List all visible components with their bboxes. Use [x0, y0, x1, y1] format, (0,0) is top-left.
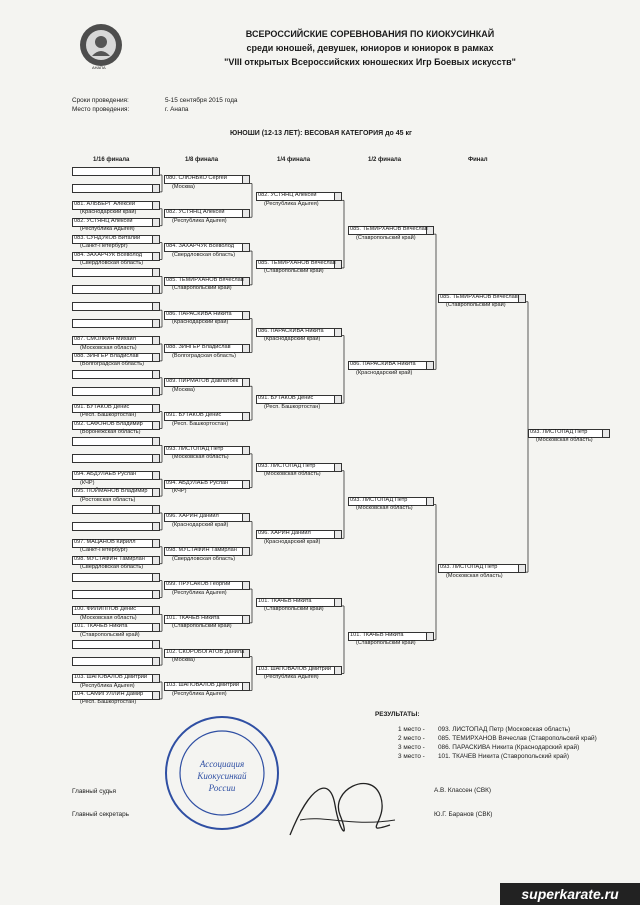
fighter-region: (Ставропольский край): [356, 640, 416, 647]
results-title: РЕЗУЛЬТАТЫ:: [375, 711, 420, 718]
score-cell: [242, 344, 250, 353]
score-cell: [152, 674, 160, 683]
fighter-region: (Республика Адыгея): [80, 226, 135, 233]
score-cell: [242, 311, 250, 320]
score-cell: [152, 235, 160, 244]
fighter-name: 082. УСТЯНЦ Алексей: [166, 209, 225, 216]
fighter-name: 098. МУСТАФИН Тамирлан: [74, 555, 145, 562]
score-cell: [518, 294, 526, 303]
score-cell: [152, 606, 160, 615]
fighter-region: (Респ. Башкортостан): [172, 420, 229, 427]
fighter-name: 103. ШАПОВАЛОВ Дмитрий: [74, 674, 147, 680]
fighter-region: (Краснодарский край): [264, 336, 321, 343]
round-title-r2: 1/2 финала: [368, 157, 402, 163]
score-cell: [152, 319, 160, 328]
fighter-region: (Московская область): [536, 437, 593, 444]
score-cell: [152, 539, 160, 548]
score-cell: [242, 615, 250, 624]
score-cell: [242, 175, 250, 184]
fighter-region: (Ставропольский край): [264, 268, 324, 275]
fighter-name: 093. ЛИСТОПАД Петр: [166, 445, 224, 452]
score-cell: [334, 598, 342, 607]
fighter-region: (Воронежская область): [80, 429, 141, 435]
bracket-slot: [72, 184, 154, 193]
score-cell: [152, 336, 160, 345]
signature: [280, 765, 400, 845]
fighter-region: (Москва): [172, 386, 195, 393]
svg-text:России: России: [208, 783, 236, 793]
fighter-region: (Республика Адыгея): [172, 690, 227, 697]
fighter-region: (Краснодарский край): [356, 369, 413, 376]
fighter-region: (Краснодарский край): [172, 319, 229, 326]
fighter-region: (Респ. Башкортостан): [264, 403, 321, 410]
title-line-3: "VIII открытых Всероссийских юношеских Игр Боевых искусств": [224, 57, 516, 67]
fighter-region: (Ростовская область): [80, 496, 136, 503]
score-cell: [152, 505, 160, 514]
score-cell: [152, 404, 160, 413]
score-cell: [152, 184, 160, 193]
fighter-region: (Республика Адыгея): [264, 200, 319, 207]
score-cell: [152, 623, 160, 632]
score-cell: [152, 285, 160, 294]
fighter-region: (Волгоградская область): [172, 352, 237, 359]
signature-icon: [280, 765, 400, 845]
score-cell: [152, 353, 160, 362]
fighter-name: 092. САФОНОВ Владимир: [74, 420, 143, 427]
score-cell: [152, 268, 160, 277]
fighter-name: 096. ХАРИН Даниил: [258, 530, 311, 537]
fighter-region: (Свердловская область): [172, 251, 236, 258]
score-cell: [242, 446, 250, 455]
score-cell: [242, 209, 250, 218]
fighter-name: 103. ШАПОВАЛОВ Дмитрий: [166, 682, 239, 689]
bracket-slot: [72, 640, 154, 649]
score-cell: [334, 463, 342, 472]
fighter-name: 081. АЛЬБЕРГ Алексей: [74, 200, 136, 207]
fighter-name: 091. БУТАКОВ Денис: [258, 395, 314, 402]
round-title-final: Финал: [468, 157, 488, 163]
fighter-name: 100. ФИЛИППОВ Денис: [74, 606, 136, 613]
judge-name: А.В. Классен (СВК): [434, 787, 491, 794]
fighter-region: (Московская область): [172, 454, 229, 461]
fighter-name: 083. СУНДУКОВ Виталий: [74, 234, 141, 241]
fighter-name: 085. ТЕМИРХАНОВ Вячеслав: [166, 276, 244, 283]
fighter-region: (Москва): [172, 183, 195, 190]
round-title-r8: 1/8 финала: [185, 157, 219, 163]
score-cell: [152, 691, 160, 700]
result-fighter: 093. ЛИСТОПАД Петр (Московская область): [438, 726, 571, 733]
secretary-name: Ю.Г. Баранов (СВК): [434, 811, 493, 818]
fighter-name: 084. ЗАХАРЧУК Всеволод: [166, 243, 234, 250]
fighter-name: 093. ЛИСТОПАД Петр: [530, 428, 588, 435]
bracket-slot: [72, 387, 154, 396]
fighter-name: 104. САМИГУЛЛИН Дамир: [74, 690, 144, 697]
bracket-slot: [72, 437, 154, 446]
fighter-name: 093. ЛИСТОПАД Петр: [350, 496, 408, 503]
score-cell: [242, 378, 250, 387]
fighter-name: 085. ТЕМИРХАНОВ Вячеслав: [440, 293, 518, 300]
fighter-region: (Краснодарский край): [172, 521, 229, 528]
fighter-region: (Ставропольский край): [356, 234, 416, 241]
fighter-name: 091. БУТАКОВ Денис: [166, 412, 222, 419]
fighter-region: (Респ. Башкортостан): [80, 699, 137, 706]
fighter-name: 082. УСТЯНЦ Алексей: [74, 217, 133, 224]
score-cell: [242, 513, 250, 522]
score-cell: [152, 573, 160, 582]
fighter-name: 101. ТКАЧЕВ Никита: [350, 631, 404, 638]
secretary-label: Главный секретарь: [72, 811, 129, 818]
fighter-region: (Краснодарский край): [80, 209, 137, 216]
bracket-slot: [72, 522, 154, 531]
fighter-region: (КЧР): [172, 488, 187, 495]
fighter-name: 102. СКОРОБОГАТОВ Данила: [166, 648, 245, 655]
score-cell: [426, 361, 434, 370]
place-label: Место проведения:: [72, 106, 130, 113]
fighter-name: 103. ШАПОВАЛОВ Дмитрий: [258, 665, 331, 672]
bracket-slot: [72, 573, 154, 582]
fighter-region: (Московская область): [264, 471, 321, 478]
bracket-slot: [72, 268, 154, 277]
score-cell: [242, 547, 250, 556]
fighter-name: 088. ЗИНГЕР Владислав: [166, 344, 231, 351]
score-cell: [334, 328, 342, 337]
result-fighter: 085. ТЕМИРХАНОВ Вячеслав (Ставропольский край): [438, 735, 597, 742]
score-cell: [152, 252, 160, 261]
result-place: 1 место -: [398, 726, 425, 733]
score-cell: [152, 590, 160, 599]
score-cell: [152, 488, 160, 497]
fighter-name: 101. ТКАЧЕВ Никита: [166, 614, 220, 621]
bracket-slot: [72, 319, 154, 328]
dates-value: 5-15 сентября 2015 года: [165, 97, 238, 104]
fighter-name: 094. АБДУЛАЕВ Руслан: [166, 479, 229, 486]
score-cell: [334, 192, 342, 201]
score-cell: [152, 167, 160, 176]
fighter-region: (Свердловская область): [80, 260, 144, 266]
association-stamp: [162, 713, 282, 833]
fighter-region: (Ставропольский край): [264, 606, 324, 613]
fighter-name: 096. ХАРИН Даниил: [166, 513, 219, 520]
fighter-name: 101. ТКАЧЕВ Никита: [258, 597, 312, 604]
score-cell: [334, 530, 342, 539]
logo-caption: АНАПА: [92, 65, 106, 70]
fighter-name: 082. УСТЯНЦ Алексей: [258, 192, 317, 199]
fighter-region: (Москва): [172, 657, 195, 664]
fighter-name: 085. ТЕМИРХАНОВ Вячеслав: [258, 259, 336, 266]
round-title-r16: 1/16 финала: [93, 157, 130, 163]
score-cell: [152, 201, 160, 210]
title-line-1: ВСЕРОССИЙСКИЕ СОРЕВНОВАНИЯ ПО КИОКУСИНКАЙ: [245, 29, 495, 39]
score-cell: [426, 497, 434, 506]
score-cell: [242, 682, 250, 691]
fighter-region: (КЧР): [80, 479, 95, 486]
score-cell: [152, 522, 160, 531]
fighter-region: (Республика Адыгея): [172, 589, 227, 596]
score-cell: [242, 581, 250, 590]
fighter-region: (Волгоградская область): [80, 361, 145, 368]
svg-text:Ассоциация: Ассоциация: [199, 759, 245, 769]
stamp-seal-icon: [162, 713, 282, 833]
bracket-slot: [72, 370, 154, 379]
bracket-slot: [72, 505, 154, 514]
score-cell: [152, 454, 160, 463]
fighter-region: (Респ. Башкортостан): [80, 412, 137, 419]
bracket-slot: [72, 590, 154, 599]
fighter-region: (Республика Адыгея): [80, 682, 135, 689]
score-cell: [152, 387, 160, 396]
fighter-name: 093. ЛИСТОПАД Петр: [258, 462, 316, 469]
fighter-name: 084. ЗАХАРЧУК Всеволод: [74, 251, 142, 258]
fighter-region: (Свердловская область): [80, 564, 144, 571]
score-cell: [242, 480, 250, 489]
fighter-region: (Московская область): [446, 572, 503, 579]
bracket-slot: [72, 302, 154, 311]
score-cell: [242, 243, 250, 252]
score-cell: [426, 632, 434, 641]
bracket-slot: [72, 167, 154, 176]
fighter-name: 093. ЛИСТОПАД Петр: [440, 564, 498, 571]
svg-text:Киокусинкай: Киокусинкай: [197, 771, 247, 781]
score-cell: [152, 218, 160, 227]
score-cell: [152, 657, 160, 666]
fighter-name: 089. ПИРМАТОВ Давлатбек: [166, 378, 239, 385]
score-cell: [152, 471, 160, 480]
result-place: 3 место -: [398, 753, 425, 760]
result-fighter: 101. ТКАЧЕВ Никита (Ставропольский край): [438, 753, 569, 760]
dates-label: Сроки проведения:: [72, 97, 129, 104]
fighter-name: 094. АБДУЛАЕВ Руслан: [74, 471, 137, 478]
fighter-name: 085. ТЕМИРХАНОВ Вячеслав: [350, 226, 428, 233]
score-cell: [152, 437, 160, 446]
score-cell: [242, 412, 250, 421]
fighter-region: (Свердловская область): [172, 555, 236, 562]
result-fighter: 086. ПАРАСКИВА Никита (Краснодарский край): [438, 744, 580, 751]
fighter-name: 098. МУСТАФИН Тамирлан: [166, 547, 237, 554]
place-value: г. Анапа: [165, 106, 189, 113]
fighter-region: (Московская область): [80, 614, 137, 621]
fighter-name: 080. СЛЮНЬКО Сергей: [166, 175, 227, 182]
bracket-slot: [72, 454, 154, 463]
fighter-region: (Республика Адыгея): [172, 217, 227, 224]
score-cell: [152, 421, 160, 430]
bracket-slot: [72, 285, 154, 294]
fighter-region: (Краснодарский край): [264, 538, 321, 545]
score-cell: [334, 395, 342, 404]
fighter-region: (Ставропольский край): [446, 302, 506, 309]
fighter-region: (Санкт-Петербург): [80, 243, 128, 250]
score-cell: [602, 429, 610, 438]
fighter-name: 087. СМОЛКИН Михаил: [74, 336, 136, 342]
judge-label: Главный судья: [72, 788, 116, 795]
score-cell: [152, 556, 160, 565]
fighter-region: (Республика Адыгея): [264, 674, 319, 681]
title-line-2: среди юношей, девушек, юниоров и юниорок в рамках: [246, 43, 494, 53]
result-place: 3 место -: [398, 744, 425, 751]
fighter-region: (Ставропольский край): [80, 631, 140, 638]
fighter-name: 091. БУТАКОВ Денис: [74, 403, 130, 410]
score-cell: [152, 302, 160, 311]
fighter-region: (Санкт-Петербург): [80, 547, 128, 554]
fighter-region: (Ставропольский край): [172, 285, 232, 292]
fighter-region: (Московская область): [356, 505, 413, 512]
bracket-slot: [72, 657, 154, 666]
fighter-region: (Московская область): [80, 344, 137, 351]
score-cell: [518, 564, 526, 573]
fighter-name: 097. МАЦАНОВ Кирилл: [74, 538, 136, 545]
fighter-name: 086. ПАРАСКИВА Никита: [258, 327, 324, 334]
fighter-name: 088. ЗИНГЕР Владислав: [74, 352, 139, 359]
category-title: ЮНОШИ (12-13 ЛЕТ): ВЕСОВАЯ КАТЕГОРИЯ до 45 кг: [230, 130, 412, 137]
fighter-name: 086. ПАРАСКИВА Никита: [350, 361, 416, 368]
fighter-name: 099. ПРУСАКОВ Георгий: [166, 581, 231, 588]
fighter-name: 086. ПАРАСКИВА Никита: [166, 310, 232, 317]
result-place: 2 место -: [398, 735, 425, 742]
watermark: superkarate.ru: [500, 883, 640, 905]
score-cell: [152, 370, 160, 379]
round-title-r4: 1/4 финала: [277, 157, 311, 163]
fighter-name: 095. ПОЙМАНОВ Владимир: [74, 488, 148, 495]
score-cell: [152, 640, 160, 649]
fighter-name: 101. ТКАЧЕВ Никита: [74, 623, 128, 630]
score-cell: [334, 666, 342, 675]
fighter-region: (Ставропольский край): [172, 623, 232, 630]
